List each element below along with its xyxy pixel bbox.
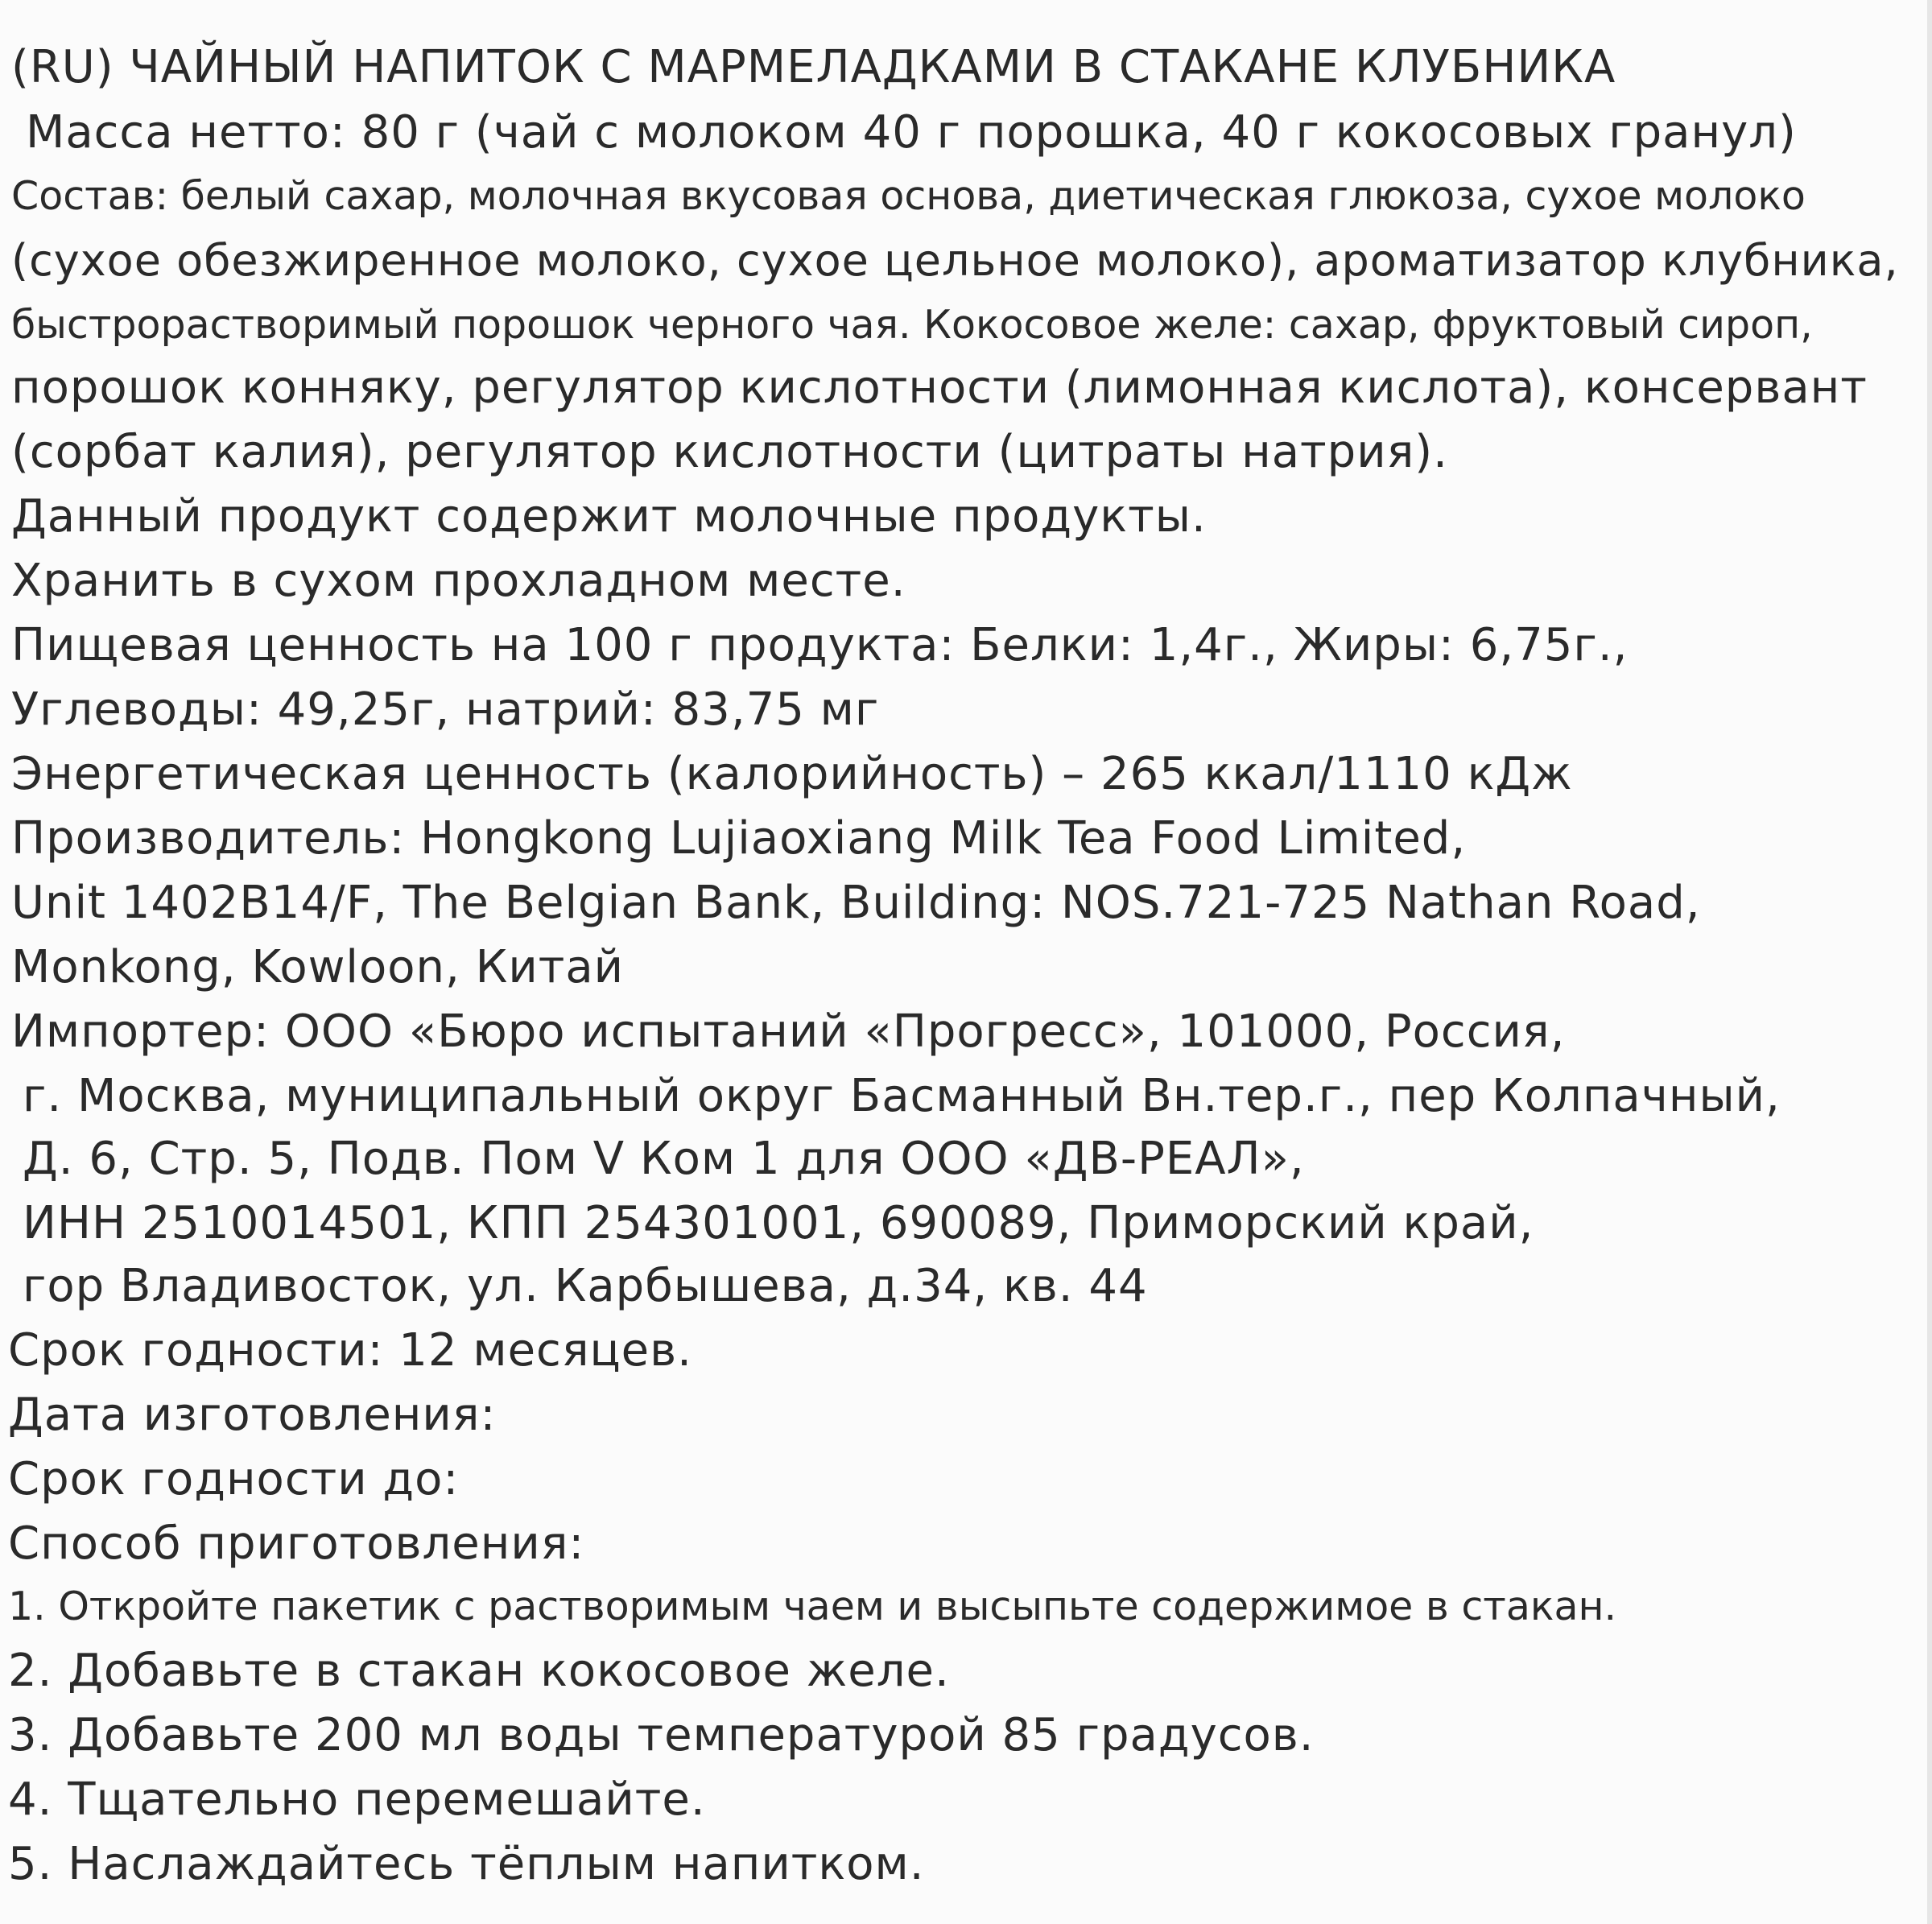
composition-line: Состав: белый сахар, молочная вкусовая основа, диетическая глюкоза, сухое молоко	[11, 173, 1806, 219]
importer-details-line: ИНН 2510014501, КПП 254301001, 690089, Приморский край,	[23, 1197, 1534, 1249]
storage-line: Хранить в сухом прохладном месте.	[11, 555, 906, 607]
shelf-life-line: Срок годности: 12 месяцев.	[8, 1324, 692, 1377]
label-edge-shadow	[1927, 0, 1932, 1924]
preparation-heading: Способ приготовления:	[8, 1517, 585, 1570]
nutrition-line: Пищевая ценность на 100 г продукта: Белки: 1,4г., Жиры: 6,75г.,	[11, 619, 1629, 671]
preparation-step: 2. Добавьте в стакан кокосовое желе.	[8, 1645, 950, 1697]
manufacturer-address-line: Monkong, Kowloon, Китай	[11, 941, 625, 993]
nutrition-line: Углеводы: 49,25г, натрий: 83,75 мг	[11, 683, 880, 736]
composition-line: порошок конняку, регулятор кислотности (лимонная кислота), консервант	[11, 361, 1868, 414]
importer-details-line: гор Владивосток, ул. Карбышева, д.34, кв. 44	[23, 1260, 1148, 1312]
composition-line: (сорбат калия), регулятор кислотности (цитраты натрия).	[11, 426, 1448, 478]
best-before-line: Срок годности до:	[8, 1453, 460, 1505]
energy-line: Энергетическая ценность (калорийность) – 265 ккал/1110 кДж	[11, 748, 1573, 800]
manufacturer-address-line: Unit 1402B14/F, The Belgian Bank, Building: NOS.721-725 Nathan Road,	[11, 877, 1701, 929]
importer-address-line: Д. 6, Стр. 5, Подв. Пом V Ком 1 для ООО «ДВ-РЕАЛ»,	[23, 1133, 1305, 1185]
manufacturer-line: Производитель: Hongkong Lujiaoxiang Milk Tea Food Limited,	[11, 812, 1467, 865]
preparation-step: 1. Откройте пакетик с растворимым чаем и высыпьте содержимое в стакан.	[8, 1583, 1617, 1629]
composition-line: быстрорастворимый порошок черного чая. Кокосовое желе: сахар, фруктовый сироп,	[11, 302, 1813, 348]
preparation-step: 4. Тщательно перемешайте.	[8, 1773, 706, 1826]
composition-line: (сухое обезжиренное молоко, сухое цельное молоко), ароматизатор клубника,	[11, 235, 1899, 286]
importer-line: Импортер: ООО «Бюро испытаний «Прогресс», 101000, Россия,	[11, 1005, 1566, 1058]
preparation-step: 5. Наслаждайтесь тёплым напитком.	[8, 1838, 925, 1890]
allergen-line: Данный продукт содержит молочные продукты.	[11, 490, 1207, 543]
importer-address-line: г. Москва, муниципальный округ Басманный Вн.тер.г., пер Колпачный,	[23, 1070, 1781, 1122]
manufacture-date-line: Дата изготовления:	[8, 1389, 497, 1441]
label-title: (RU) ЧАЙНЫЙ НАПИТОК С МАРМЕЛАДКАМИ В СТАКАНЕ КЛУБНИКА	[11, 41, 1616, 93]
net-weight-line: Масса нетто: 80 г (чай с молоком 40 г порошка, 40 г кокосовых гранул)	[26, 106, 1797, 159]
preparation-step: 3. Добавьте 200 мл воды температурой 85 градусов.	[8, 1709, 1315, 1761]
